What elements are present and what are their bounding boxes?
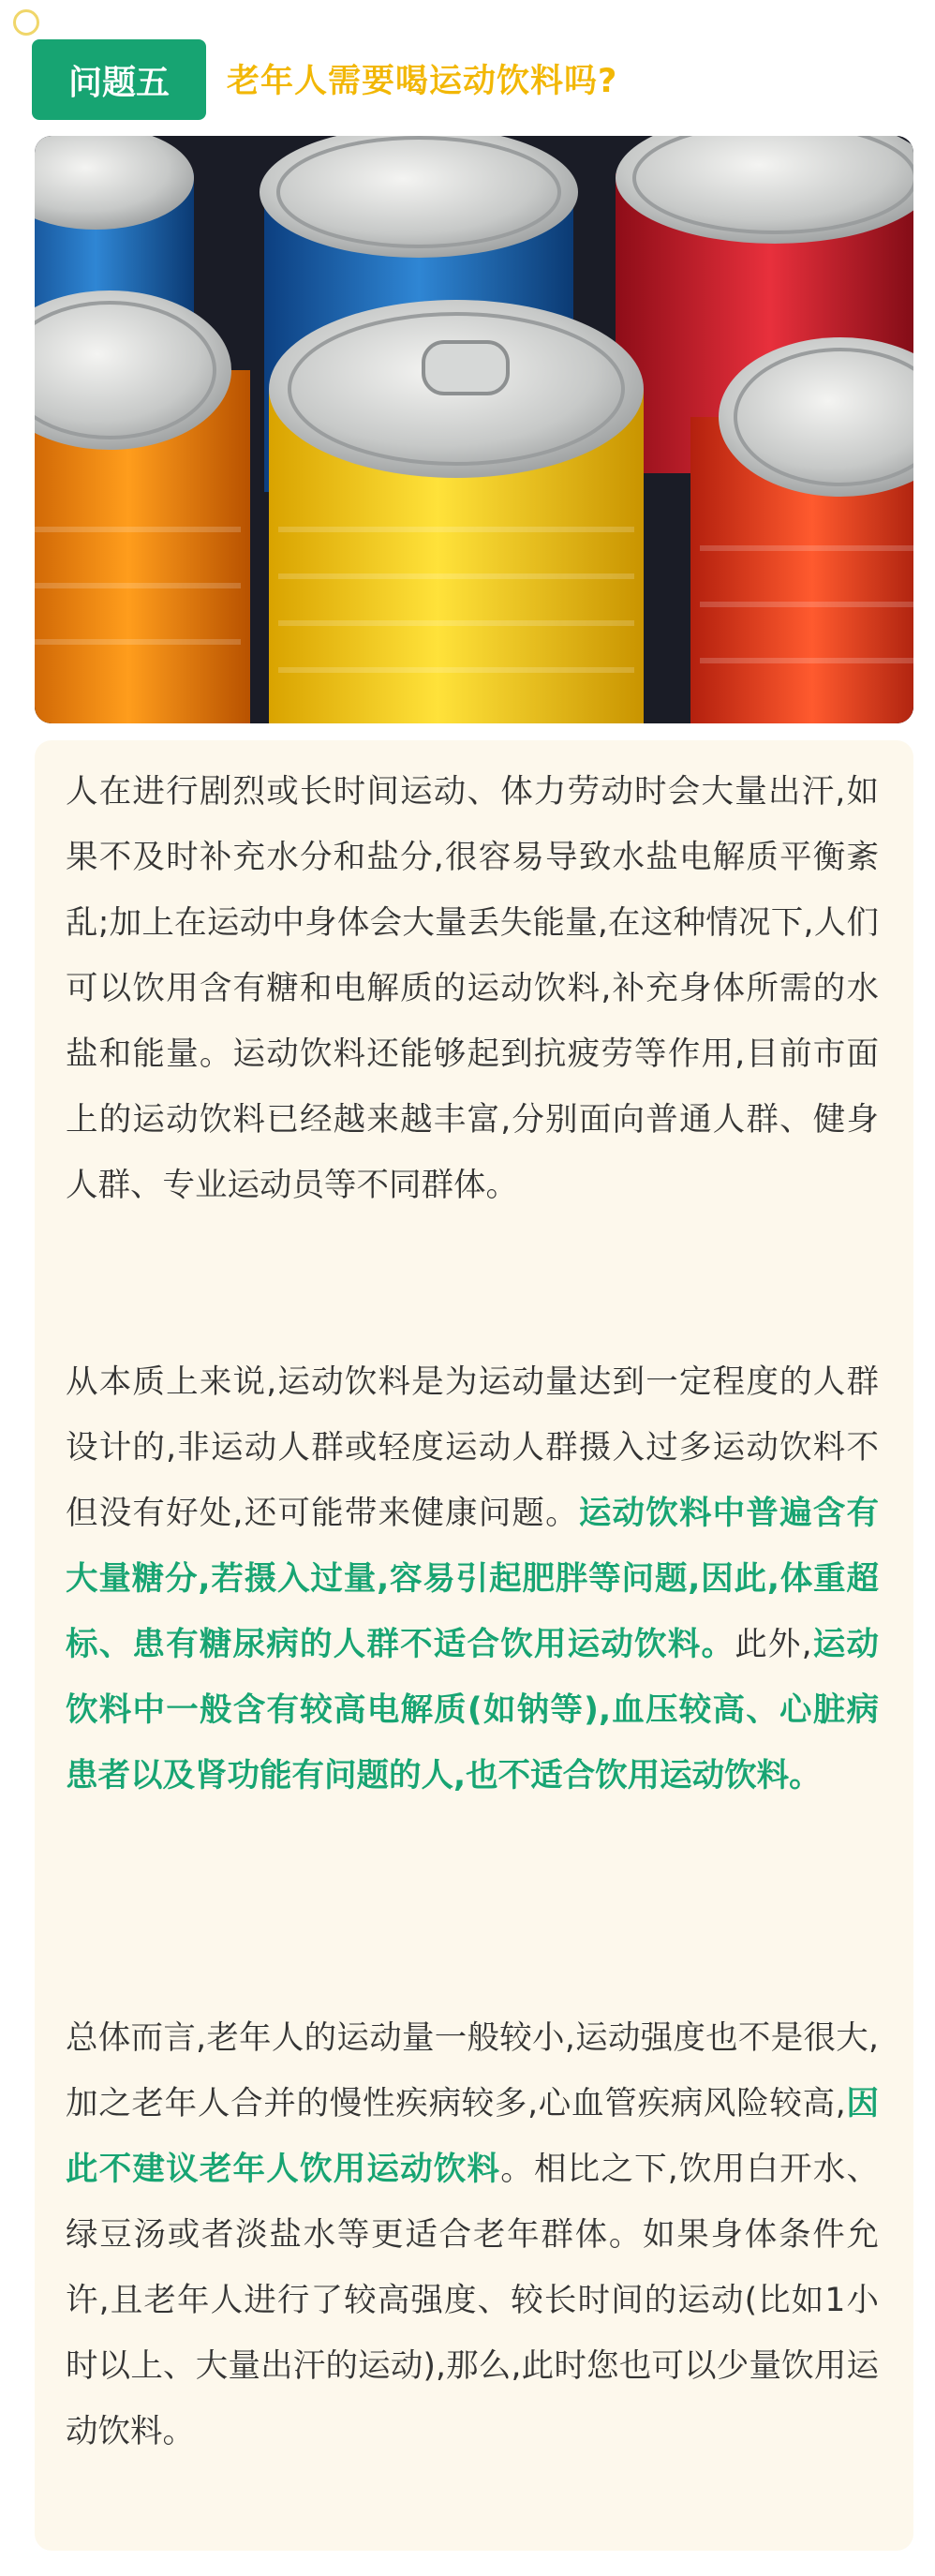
paragraph-conclusion [66,2005,879,2464]
question-title: 老年人需要喝运动饮料吗? [227,63,618,100]
paragraph-conclusion-text: 总体而言,老年人的运动量一般较小,运动强度也不是很大,加之老年人合并的慢性疾病较多,心血管疾病风险较高, [66,2019,879,2122]
paragraph-conclusion-rest: 。相比之下,饮用白开水、绿豆汤或者淡盐水等更适合老年群体。如果身体条件允许,且老年人进行了较高强度、较长时间的运动(比如1小时以上、大量出汗的运动),那么,此时您也可以少量饮用运动饮料。 [66,2151,880,2450]
highlight-electrolyte-warning: 运动饮料中一般含有较高电解质(如钠等),血压较高、心脏病患者以及肾功能有问题的人,也不适合饮用运动饮料。 [66,1626,880,1794]
paragraph-essence [66,1349,879,1809]
highlight-sugar-warning: 运动饮料中普遍含有大量糖分,若摄入过量,容易引起肥胖等问题,因此,体重超标、患有糖尿病的人群不适合饮用运动饮料。 [66,1495,880,1663]
paragraph-intro-text: 人在进行剧烈或长时间运动、体力劳动时会大量出汗,如果不及时补充水分和盐分,很容易导致水盐电解质平衡紊乱;加上在运动中身体会大量丢失能量,在这种情况下,人们可以饮用含有糖和电解质的运动饮料,补充身体所需的水盐和能量。运动饮料还能够起到抗疲劳等作用,目前市面上的运动饮料已经越来越丰富,分别面向普通人群、健身人群、专业运动员等不同群体。 [66,773,879,1204]
beverage-cans-photo [35,136,913,723]
paragraph-essence-connector: 此外, [735,1626,812,1663]
section-badge: 问题五 [32,39,206,120]
paragraph-intro [66,759,879,1218]
highlight-recommendation: 因此不建议老年人饮用运动饮料 [66,2085,880,2188]
paragraph-essence-text: 从本质上来说,运动饮料是为运动量达到一定程度的人群设计的,非运动人群或轻度运动人群摄入过多运动饮料不但没有好处,还可能带来健康问题。 [66,1363,879,1532]
decorative-ring-icon [13,9,39,36]
